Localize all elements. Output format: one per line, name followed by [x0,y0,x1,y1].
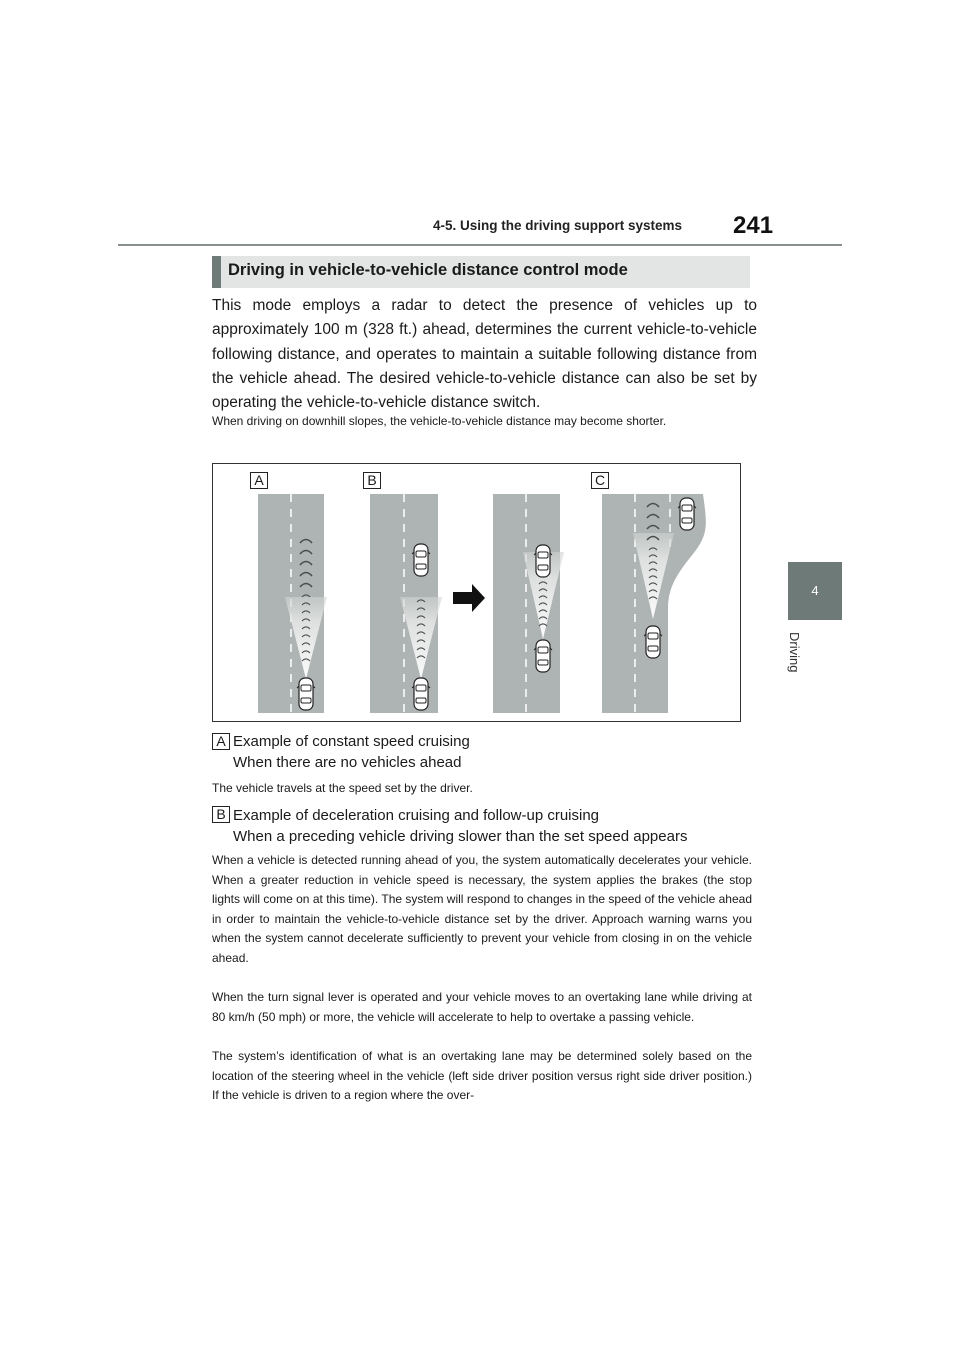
figure-label-c: C [591,472,609,489]
item-b-title: Example of deceleration cruising and follow-up cruising [233,807,600,824]
heading-accent-bar [212,256,221,288]
radar-diagram [212,463,741,722]
page-number: 241 [733,212,774,239]
section-heading [212,256,750,288]
intro-note: When driving on downhill slopes, the vehicle-to-vehicle distance may become shorter. [212,414,667,428]
road-a [258,494,327,713]
chapter-label: Driving [787,632,802,673]
road-b [370,494,442,713]
item-b-paragraph-3: The system’s identification of what is an overtaking lane may be determined solely based on the location of the steering wheel in the vehicle (left side driver position versus right side driver position.) If the vehicle is driven to a region where the over- [212,1049,752,1102]
road-c [602,494,706,713]
passing-vehicle-c [678,498,696,530]
item-b-subtitle: When a preceding vehicle driving slower than the set speed appears [233,828,688,845]
own-vehicle-a [297,678,315,710]
own-vehicle-b2 [534,640,552,672]
item-b-paragraph-2: When the turn signal lever is operated and your vehicle moves to an overtaking lane while driving at 80 km/h (50 mph) or more, the vehicle will accelerate to help to overtake a passing vehicle. [212,990,752,1024]
own-vehicle-b [412,678,430,710]
figure-label-b: B [363,472,381,489]
preceding-vehicle-b [412,544,430,576]
road-b-follow [493,494,564,713]
item-a-subtitle: When there are no vehicles ahead [233,754,462,771]
section-heading-text: Driving in vehicle-to-vehicle distance control mode [228,261,628,279]
item-marker-a: A [212,733,230,750]
intro-paragraph: This mode employs a radar to detect the presence of vehicles up to approximately 100 m (328 ft.) ahead, determines the current vehicle-to-vehicle following distance, and operates to maintain a suitable following distance from the vehicle ahead. The desired vehicle-to-vehicle distance can also be set by operating the vehicle-to-vehicle distance switch. [212,297,757,412]
transition-arrow-icon [453,584,485,612]
item-a-title: Example of constant speed cruising [233,733,470,750]
item-a-paragraph: The vehicle travels at the speed set by the driver. [212,781,473,795]
item-b-paragraph-1: When a vehicle is detected running ahead of you, the system automatically decelerates your vehicle. When a greater reduction in vehicle speed is necessary, the system applies the brakes (the stop lights will come on at this time). The system will respond to changes in the speed of the vehicle ahead in order to maintain the vehicle-to-vehicle distance set by the driver. Approach warning warns you when the system cannot decelerate sufficiently to prevent your vehicle from closing in on the vehicle ahead. [212,853,752,965]
preceding-vehicle-b2 [534,545,552,577]
figure-label-a: A [250,472,268,489]
radar-diagram-svg [213,464,742,723]
own-vehicle-c [644,626,662,658]
section-path: 4-5. Using the driving support systems [433,218,683,233]
item-marker-b: B [212,806,230,823]
header-rule [118,244,842,246]
chapter-tab[interactable]: 4 [788,562,842,620]
